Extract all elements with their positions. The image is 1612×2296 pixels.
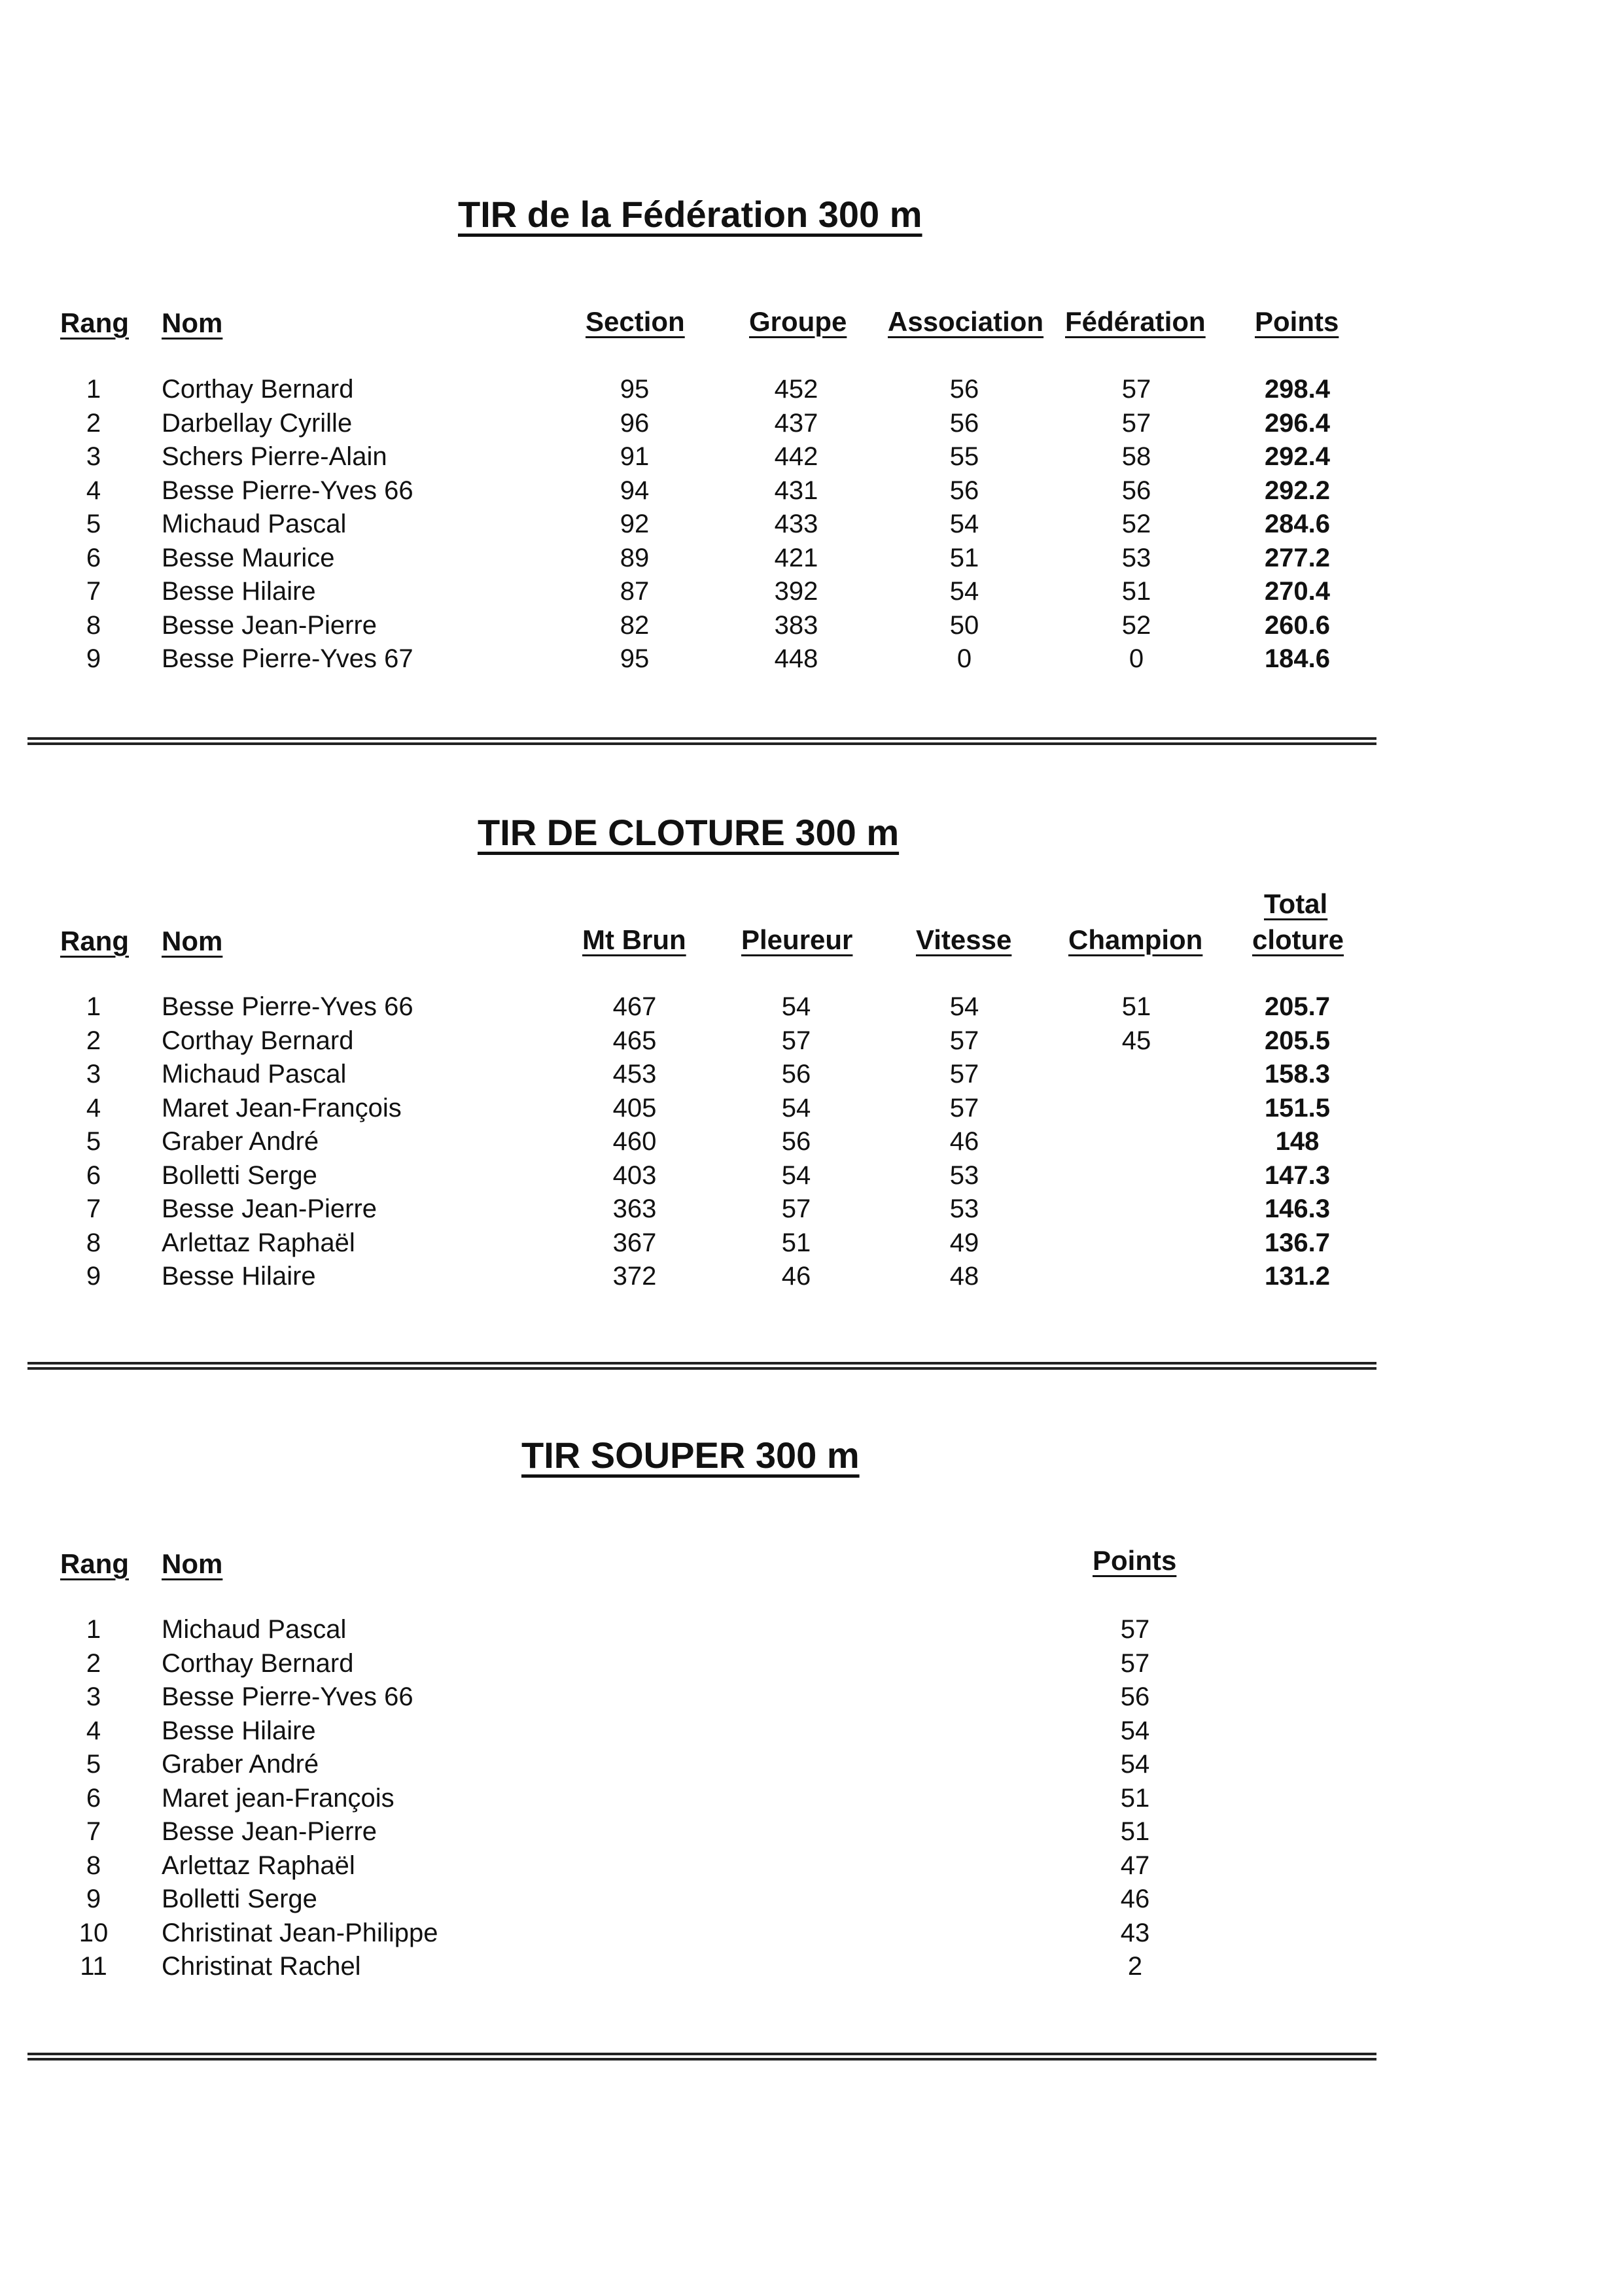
section-cell: 89 bbox=[620, 543, 650, 572]
name-cell: Arlettaz Raphaël bbox=[162, 1228, 355, 1257]
federation-table bbox=[0, 373, 1612, 676]
section-divider bbox=[27, 1362, 1376, 1370]
points-cell: 54 bbox=[1120, 1750, 1150, 1779]
mt-brun-cell: 460 bbox=[612, 1127, 657, 1156]
mt-brun-cell: 403 bbox=[612, 1160, 657, 1190]
name-cell: Graber André bbox=[162, 1127, 319, 1156]
groupe-cell: 421 bbox=[774, 543, 818, 572]
table-row bbox=[0, 474, 1612, 508]
rank-cell: 2 bbox=[86, 1648, 101, 1678]
name-cell: Darbellay Cyrille bbox=[162, 408, 353, 438]
name-cell: Bolletti Serge bbox=[162, 1885, 317, 1913]
name-cell: Besse Pierre-Yves 66 bbox=[162, 992, 413, 1021]
points-cell: 57 bbox=[1120, 1648, 1150, 1678]
mt-brun-cell: 372 bbox=[612, 1262, 657, 1291]
table-row bbox=[0, 1092, 1612, 1126]
table-row bbox=[0, 440, 1612, 474]
pleureur-cell: 54 bbox=[781, 1160, 811, 1190]
rank-cell: 3 bbox=[86, 1682, 101, 1711]
name-cell: Graber André bbox=[162, 1750, 319, 1779]
rank-cell: 8 bbox=[86, 1228, 101, 1257]
champion-cell: 51 bbox=[1121, 992, 1151, 1021]
table-row bbox=[0, 1260, 1612, 1294]
rank-cell: 3 bbox=[86, 1060, 101, 1088]
association-cell: 50 bbox=[949, 610, 979, 640]
table-row bbox=[0, 1647, 1612, 1681]
federation-title: TIR de la Fédération 300 m bbox=[458, 194, 922, 235]
association-cell: 51 bbox=[949, 543, 979, 572]
rank-cell: 6 bbox=[86, 1160, 101, 1190]
cloture-title: TIR DE CLOTURE 300 m bbox=[478, 812, 900, 853]
table-row bbox=[0, 1192, 1612, 1226]
table-row bbox=[0, 407, 1612, 441]
points-cell: 57 bbox=[1120, 1615, 1150, 1644]
header-total-line2: cloture bbox=[1252, 924, 1344, 955]
association-cell: 55 bbox=[949, 442, 979, 471]
pleureur-cell: 46 bbox=[781, 1262, 811, 1291]
total-cell: 148 bbox=[1275, 1127, 1320, 1156]
name-cell: Besse Maurice bbox=[162, 543, 335, 572]
federation-cell: 57 bbox=[1121, 408, 1151, 438]
header-nom: Nom bbox=[162, 926, 223, 956]
table-row bbox=[0, 642, 1612, 676]
total-cell: 131.2 bbox=[1264, 1262, 1331, 1291]
vitesse-cell: 53 bbox=[949, 1160, 979, 1190]
section-cell: 92 bbox=[620, 510, 650, 538]
total-cell: 205.7 bbox=[1264, 992, 1331, 1021]
vitesse-cell: 53 bbox=[949, 1194, 979, 1223]
points-cell: 184.6 bbox=[1264, 644, 1331, 673]
name-cell: Maret jean-François bbox=[162, 1783, 394, 1813]
vitesse-cell: 57 bbox=[949, 1060, 979, 1088]
points-cell: 2 bbox=[1127, 1952, 1143, 1981]
vitesse-cell: 46 bbox=[949, 1127, 979, 1156]
rank-cell: 9 bbox=[86, 1885, 101, 1913]
table-row bbox=[0, 609, 1612, 643]
table-row bbox=[0, 1849, 1612, 1883]
header-points: Points bbox=[1093, 1545, 1177, 1576]
header-association: Association bbox=[888, 306, 1044, 337]
total-cell: 146.3 bbox=[1264, 1194, 1331, 1223]
groupe-cell: 433 bbox=[774, 510, 818, 538]
header-pleureur: Pleureur bbox=[741, 924, 853, 955]
points-cell: 284.6 bbox=[1264, 510, 1331, 538]
name-cell: Besse Hilaire bbox=[162, 577, 316, 606]
points-cell: 47 bbox=[1120, 1851, 1150, 1880]
association-cell: 0 bbox=[956, 644, 972, 673]
header-groupe: Groupe bbox=[749, 306, 847, 337]
name-cell: Arlettaz Raphaël bbox=[162, 1851, 355, 1880]
points-cell: 298.4 bbox=[1264, 375, 1331, 404]
points-cell: 277.2 bbox=[1264, 543, 1331, 572]
points-cell: 296.4 bbox=[1264, 408, 1331, 438]
header-federation: Fédération bbox=[1065, 306, 1206, 337]
federation-cell: 57 bbox=[1121, 375, 1151, 404]
rank-cell: 3 bbox=[86, 442, 101, 471]
rank-cell: 9 bbox=[86, 1262, 101, 1291]
table-row bbox=[0, 1748, 1612, 1782]
rank-cell: 8 bbox=[86, 610, 101, 640]
points-cell: 292.4 bbox=[1264, 442, 1331, 471]
header-rang: Rang bbox=[60, 1548, 129, 1579]
rank-cell: 4 bbox=[86, 1716, 101, 1745]
header-section: Section bbox=[586, 306, 685, 337]
header-vitesse: Vitesse bbox=[916, 924, 1012, 955]
name-cell: Corthay Bernard bbox=[162, 375, 354, 404]
association-cell: 56 bbox=[949, 476, 979, 505]
table-row bbox=[0, 1917, 1612, 1951]
section-cell: 91 bbox=[620, 442, 650, 471]
rank-cell: 10 bbox=[79, 1918, 109, 1947]
table-row bbox=[0, 1613, 1612, 1647]
pleureur-cell: 56 bbox=[781, 1060, 811, 1088]
section-cell: 96 bbox=[620, 408, 650, 438]
mt-brun-cell: 453 bbox=[612, 1060, 657, 1088]
pleureur-cell: 54 bbox=[781, 1093, 811, 1122]
rank-cell: 2 bbox=[86, 408, 101, 438]
name-cell: Besse Jean-Pierre bbox=[162, 610, 377, 640]
rank-cell: 5 bbox=[86, 1750, 101, 1779]
mt-brun-cell: 405 bbox=[612, 1093, 657, 1122]
table-row bbox=[0, 1815, 1612, 1849]
mt-brun-cell: 367 bbox=[612, 1228, 657, 1257]
groupe-cell: 383 bbox=[774, 610, 818, 640]
vitesse-cell: 57 bbox=[949, 1026, 979, 1055]
pleureur-cell: 54 bbox=[781, 992, 811, 1021]
name-cell: Corthay Bernard bbox=[162, 1648, 354, 1678]
federation-cell: 53 bbox=[1121, 543, 1151, 572]
table-row bbox=[0, 1024, 1612, 1058]
mt-brun-cell: 363 bbox=[612, 1194, 657, 1223]
name-cell: Besse Jean-Pierre bbox=[162, 1194, 377, 1223]
name-cell: Christinat Jean-Philippe bbox=[162, 1918, 438, 1947]
rank-cell: 2 bbox=[86, 1026, 101, 1055]
rank-cell: 1 bbox=[86, 1615, 101, 1644]
groupe-cell: 437 bbox=[774, 408, 818, 438]
rank-cell: 6 bbox=[86, 543, 101, 572]
association-cell: 54 bbox=[949, 577, 979, 606]
header-nom: Nom bbox=[162, 1548, 223, 1579]
rank-cell: 5 bbox=[86, 510, 101, 538]
pleureur-cell: 57 bbox=[781, 1194, 811, 1223]
federation-cell: 0 bbox=[1129, 644, 1144, 673]
groupe-cell: 431 bbox=[774, 476, 818, 505]
table-row bbox=[0, 1883, 1612, 1917]
name-cell: Besse Pierre-Yves 66 bbox=[162, 1682, 413, 1711]
rank-cell: 1 bbox=[86, 992, 101, 1021]
name-cell: Besse Pierre-Yves 66 bbox=[162, 476, 413, 505]
header-mt-brun: Mt Brun bbox=[582, 924, 686, 955]
pleureur-cell: 51 bbox=[781, 1228, 811, 1257]
points-cell: 292.2 bbox=[1264, 476, 1331, 505]
rank-cell: 11 bbox=[80, 1952, 107, 1981]
vitesse-cell: 48 bbox=[949, 1262, 979, 1291]
table-row bbox=[0, 1680, 1612, 1714]
name-cell: Besse Hilaire bbox=[162, 1262, 316, 1291]
vitesse-cell: 54 bbox=[949, 992, 979, 1021]
association-cell: 56 bbox=[949, 408, 979, 438]
total-cell: 151.5 bbox=[1264, 1093, 1331, 1122]
rank-cell: 8 bbox=[86, 1851, 101, 1880]
federation-cell: 56 bbox=[1121, 476, 1151, 505]
vitesse-cell: 49 bbox=[949, 1228, 979, 1257]
rank-cell: 4 bbox=[86, 476, 101, 505]
header-rang: Rang bbox=[60, 926, 129, 956]
rank-cell: 1 bbox=[86, 375, 101, 404]
souper-table bbox=[0, 1613, 1612, 1984]
rank-cell: 7 bbox=[86, 1194, 101, 1223]
rank-cell: 7 bbox=[86, 577, 101, 606]
table-row bbox=[0, 1125, 1612, 1159]
mt-brun-cell: 465 bbox=[612, 1026, 657, 1055]
name-cell: Schers Pierre-Alain bbox=[162, 442, 387, 471]
rank-cell: 5 bbox=[86, 1127, 101, 1156]
table-row bbox=[0, 1159, 1612, 1193]
table-row bbox=[0, 373, 1612, 407]
header-champion: Champion bbox=[1068, 924, 1203, 955]
points-cell: 54 bbox=[1120, 1716, 1150, 1745]
name-cell: Corthay Bernard bbox=[162, 1026, 354, 1055]
cloture-table bbox=[0, 990, 1612, 1294]
rank-cell: 7 bbox=[86, 1817, 101, 1846]
section-cell: 95 bbox=[620, 375, 650, 404]
section-cell: 82 bbox=[620, 610, 650, 640]
groupe-cell: 392 bbox=[774, 577, 818, 606]
table-row bbox=[0, 1226, 1612, 1261]
table-row bbox=[0, 508, 1612, 542]
total-cell: 147.3 bbox=[1264, 1160, 1331, 1190]
name-cell: Besse Hilaire bbox=[162, 1716, 316, 1745]
association-cell: 54 bbox=[949, 510, 979, 538]
section-divider bbox=[27, 2053, 1376, 2061]
points-cell: 51 bbox=[1120, 1817, 1150, 1846]
points-cell: 260.6 bbox=[1264, 610, 1331, 640]
vitesse-cell: 57 bbox=[949, 1093, 979, 1122]
header-rang: Rang bbox=[60, 307, 129, 338]
section-cell: 87 bbox=[620, 577, 650, 606]
association-cell: 56 bbox=[949, 375, 979, 404]
name-cell: Christinat Rachel bbox=[162, 1952, 361, 1981]
name-cell: Besse Pierre-Yves 67 bbox=[162, 644, 413, 673]
table-row bbox=[0, 1782, 1612, 1816]
points-cell: 46 bbox=[1120, 1885, 1150, 1913]
groupe-cell: 442 bbox=[774, 442, 818, 471]
name-cell: Bolletti Serge bbox=[162, 1160, 317, 1190]
name-cell: Michaud Pascal bbox=[162, 1060, 347, 1088]
rank-cell: 6 bbox=[86, 1783, 101, 1813]
pleureur-cell: 57 bbox=[781, 1026, 811, 1055]
table-row bbox=[0, 1950, 1612, 1984]
points-cell: 51 bbox=[1120, 1783, 1150, 1813]
mt-brun-cell: 467 bbox=[612, 992, 657, 1021]
points-cell: 56 bbox=[1120, 1682, 1150, 1711]
federation-cell: 51 bbox=[1121, 577, 1151, 606]
groupe-cell: 452 bbox=[774, 375, 818, 404]
pleureur-cell: 56 bbox=[781, 1127, 811, 1156]
section-cell: 94 bbox=[620, 476, 650, 505]
points-cell: 43 bbox=[1120, 1918, 1150, 1947]
name-cell: Michaud Pascal bbox=[162, 1615, 347, 1644]
table-row bbox=[0, 1058, 1612, 1092]
total-cell: 158.3 bbox=[1264, 1060, 1331, 1088]
name-cell: Michaud Pascal bbox=[162, 510, 347, 538]
groupe-cell: 448 bbox=[774, 644, 818, 673]
table-row bbox=[0, 542, 1612, 576]
federation-cell: 52 bbox=[1121, 510, 1151, 538]
section-divider bbox=[27, 737, 1376, 745]
rank-cell: 9 bbox=[86, 644, 101, 673]
name-cell: Maret Jean-François bbox=[162, 1093, 402, 1122]
header-total-line1: Total bbox=[1264, 888, 1328, 919]
champion-cell: 45 bbox=[1121, 1026, 1151, 1055]
table-row bbox=[0, 990, 1612, 1024]
points-cell: 270.4 bbox=[1264, 577, 1331, 606]
header-points: Points bbox=[1255, 306, 1339, 337]
federation-cell: 58 bbox=[1121, 442, 1151, 471]
rank-cell: 4 bbox=[86, 1093, 101, 1122]
total-cell: 136.7 bbox=[1264, 1228, 1331, 1257]
header-nom: Nom bbox=[162, 307, 223, 338]
federation-cell: 52 bbox=[1121, 610, 1151, 640]
souper-title: TIR SOUPER 300 m bbox=[521, 1435, 860, 1476]
name-cell: Besse Jean-Pierre bbox=[162, 1817, 377, 1846]
total-cell: 205.5 bbox=[1264, 1026, 1331, 1055]
section-cell: 95 bbox=[620, 644, 650, 673]
table-row bbox=[0, 575, 1612, 609]
table-row bbox=[0, 1714, 1612, 1748]
